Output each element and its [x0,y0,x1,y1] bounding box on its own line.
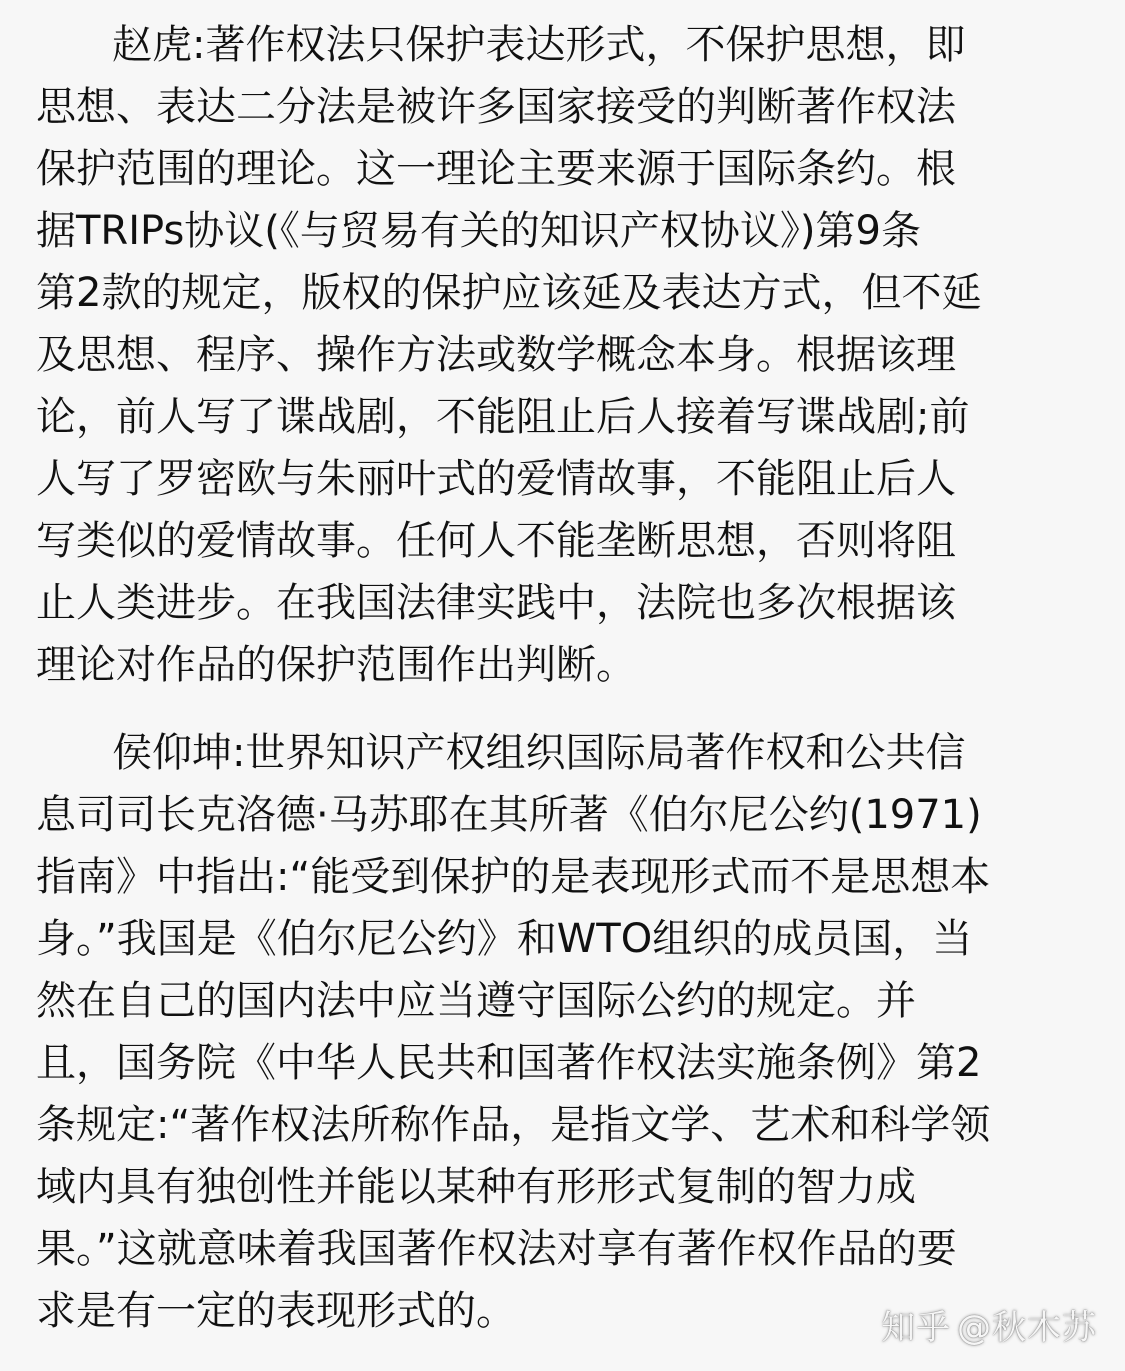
text-line: 保护范围的理论。这一理论主要来源于国际条约。根 [36,146,956,192]
text-line: 侯仰坤:世界知识产权组织国际局著作权和公共信 [112,730,966,776]
text-line: 息司司长克洛德·马苏耶在其所著《伯尔尼公约(1971) [36,792,982,838]
text-line: 赵虎:著作权法只保护表达形式，不保护思想，即 [112,22,966,68]
text-line: 条规定:“著作权法所称作品，是指文学、艺术和科学领 [36,1102,991,1148]
text-line: 据TRIPs协议(《与贸易有关的知识产权协议》)第9条 [36,208,921,254]
text-line: 且，国务院《中华人民共和国著作权法实施条例》第2 [36,1040,982,1086]
text-line: 第2款的规定，版权的保护应该延及表达方式，但不延 [36,270,982,316]
text-line: 求是有一定的表现形式的。 [36,1288,516,1334]
paragraph-hou-yang-kun [36,722,1106,1342]
text-line: 身。”我国是《伯尔尼公约》和WTO组织的成员国，当 [36,916,973,962]
text-line: 写类似的爱情故事。任何人不能垄断思想，否则将阻 [36,518,956,564]
text-line: 止人类进步。在我国法律实践中，法院也多次根据该 [36,580,956,626]
text-line: 及思想、程序、操作方法或数学概念本身。根据该理 [36,332,956,378]
zhihu-watermark [881,1300,1097,1349]
text-line: 理论对作品的保护范围作出判断。 [36,642,636,688]
text-line: 人写了罗密欧与朱丽叶式的爱情故事，不能阻止后人 [36,456,956,502]
text-line: 果。”这就意味着我国著作权法对享有著作权作品的要 [36,1226,957,1272]
text-line: 论，前人写了谍战剧，不能阻止后人接着写谍战剧;前 [36,394,970,440]
text-line: 然在自己的国内法中应当遵守国际公约的规定。并 [36,978,916,1024]
watermark-site: 知乎 [881,1308,951,1348]
text-line: 指南》中指出:“能受到保护的是表现形式而不是思想本 [36,854,991,900]
watermark-author: @秋木苏 [957,1308,1097,1348]
paragraph-zhao-hu [36,14,1106,696]
text-line: 思想、表达二分法是被许多国家接受的判断著作权法 [36,84,956,130]
text-line: 域内具有独创性并能以某种有形形式复制的智力成 [36,1164,916,1210]
